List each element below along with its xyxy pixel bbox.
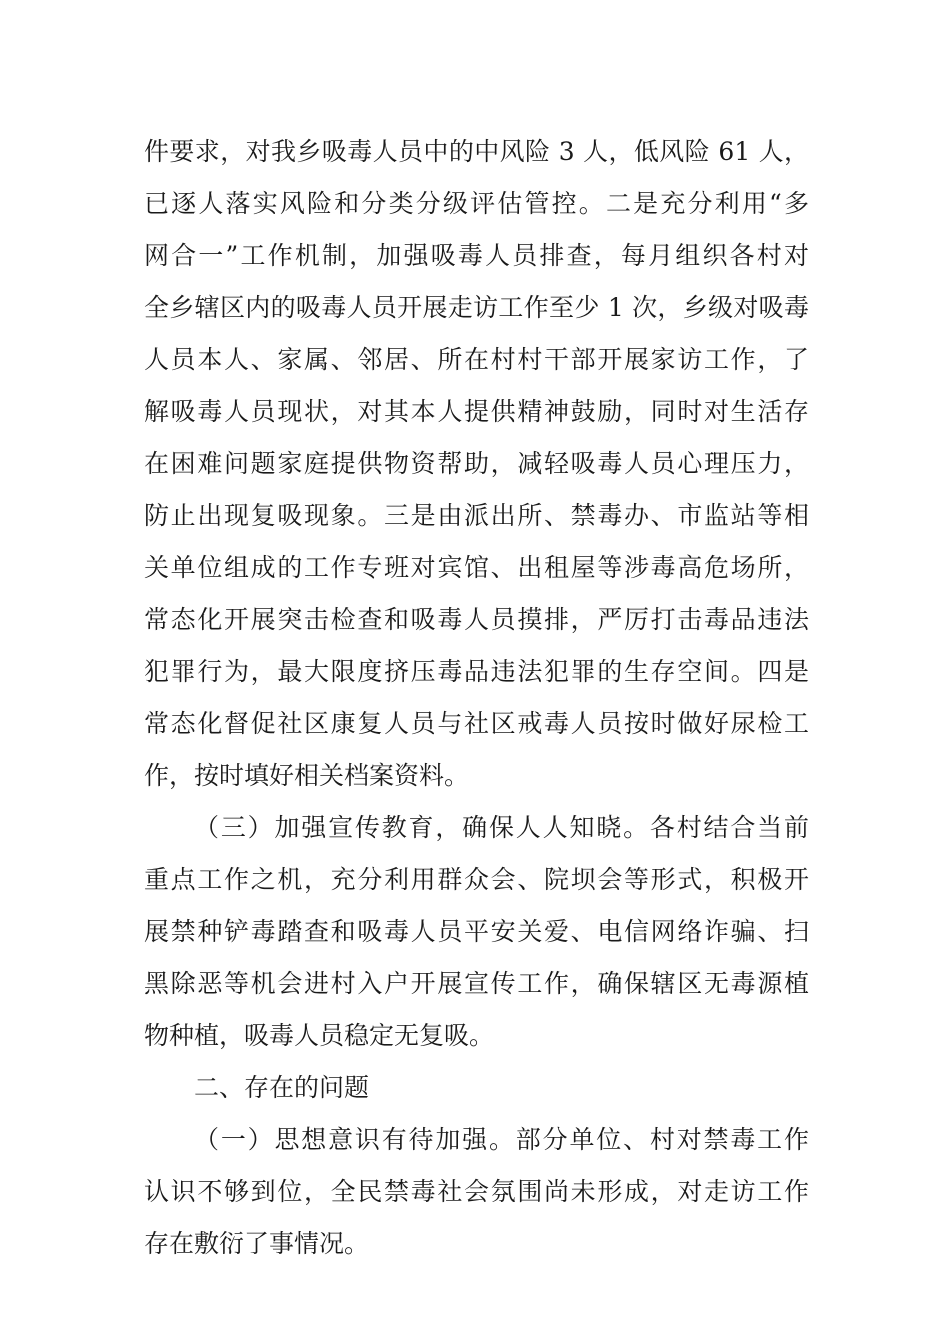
text-line: 全乡辖区内的吸毒人员开展走访工作至少 1 次，乡级对吸毒 (144, 293, 809, 322)
section-heading: 二、存在的问题 (194, 1073, 370, 1102)
paragraph-start-line: （三）加强宣传教育，确保人人知晓。各村结合当前 (194, 813, 809, 842)
text-line: 解吸毒人员现状，对其本人提供精神鼓励，同时对生活存 (144, 397, 809, 426)
text-line: 认识不够到位，全民禁毒社会氛围尚未形成，对走访工作 (144, 1177, 809, 1206)
text-line: 物种植，吸毒人员稳定无复吸。 (144, 1021, 495, 1050)
text-line: 在困难问题家庭提供物资帮助，减轻吸毒人员心理压力， (144, 449, 809, 478)
text-line: 已逐人落实风险和分类分级评估管控。二是充分利用“多 (144, 189, 809, 218)
text-line: 存在敷衍了事情况。 (144, 1229, 370, 1258)
text-line: 关单位组成的工作专班对宾馆、出租屋等涉毒高危场所， (144, 553, 809, 582)
text-line: 常态化督促社区康复人员与社区戒毒人员按时做好尿检工 (144, 709, 809, 738)
text-line: 作，按时填好相关档案资料。 (144, 761, 470, 790)
text-line: 防止出现复吸现象。三是由派出所、禁毒办、市监站等相 (144, 501, 809, 530)
text-line: 常态化开展突击检查和吸毒人员摸排，严厉打击毒品违法 (144, 605, 809, 634)
text-line: 重点工作之机，充分利用群众会、院坝会等形式，积极开 (144, 865, 809, 894)
document-body (144, 126, 809, 1270)
text-line: 件要求，对我乡吸毒人员中的中风险 3 人，低风险 61 人， (144, 137, 809, 166)
text-line: 人员本人、家属、邻居、所在村村干部开展家访工作，了 (144, 345, 809, 374)
text-line: 黑除恶等机会进村入户开展宣传工作，确保辖区无毒源植 (144, 969, 809, 998)
text-line: 网合一”工作机制，加强吸毒人员排查，每月组织各村对 (144, 241, 809, 270)
text-line: 犯罪行为，最大限度挤压毒品违法犯罪的生存空间。四是 (144, 657, 809, 686)
paragraph-start-line: （一）思想意识有待加强。部分单位、村对禁毒工作 (194, 1125, 809, 1154)
text-line: 展禁种铲毒踏查和吸毒人员平安关爱、电信网络诈骗、扫 (144, 917, 809, 946)
